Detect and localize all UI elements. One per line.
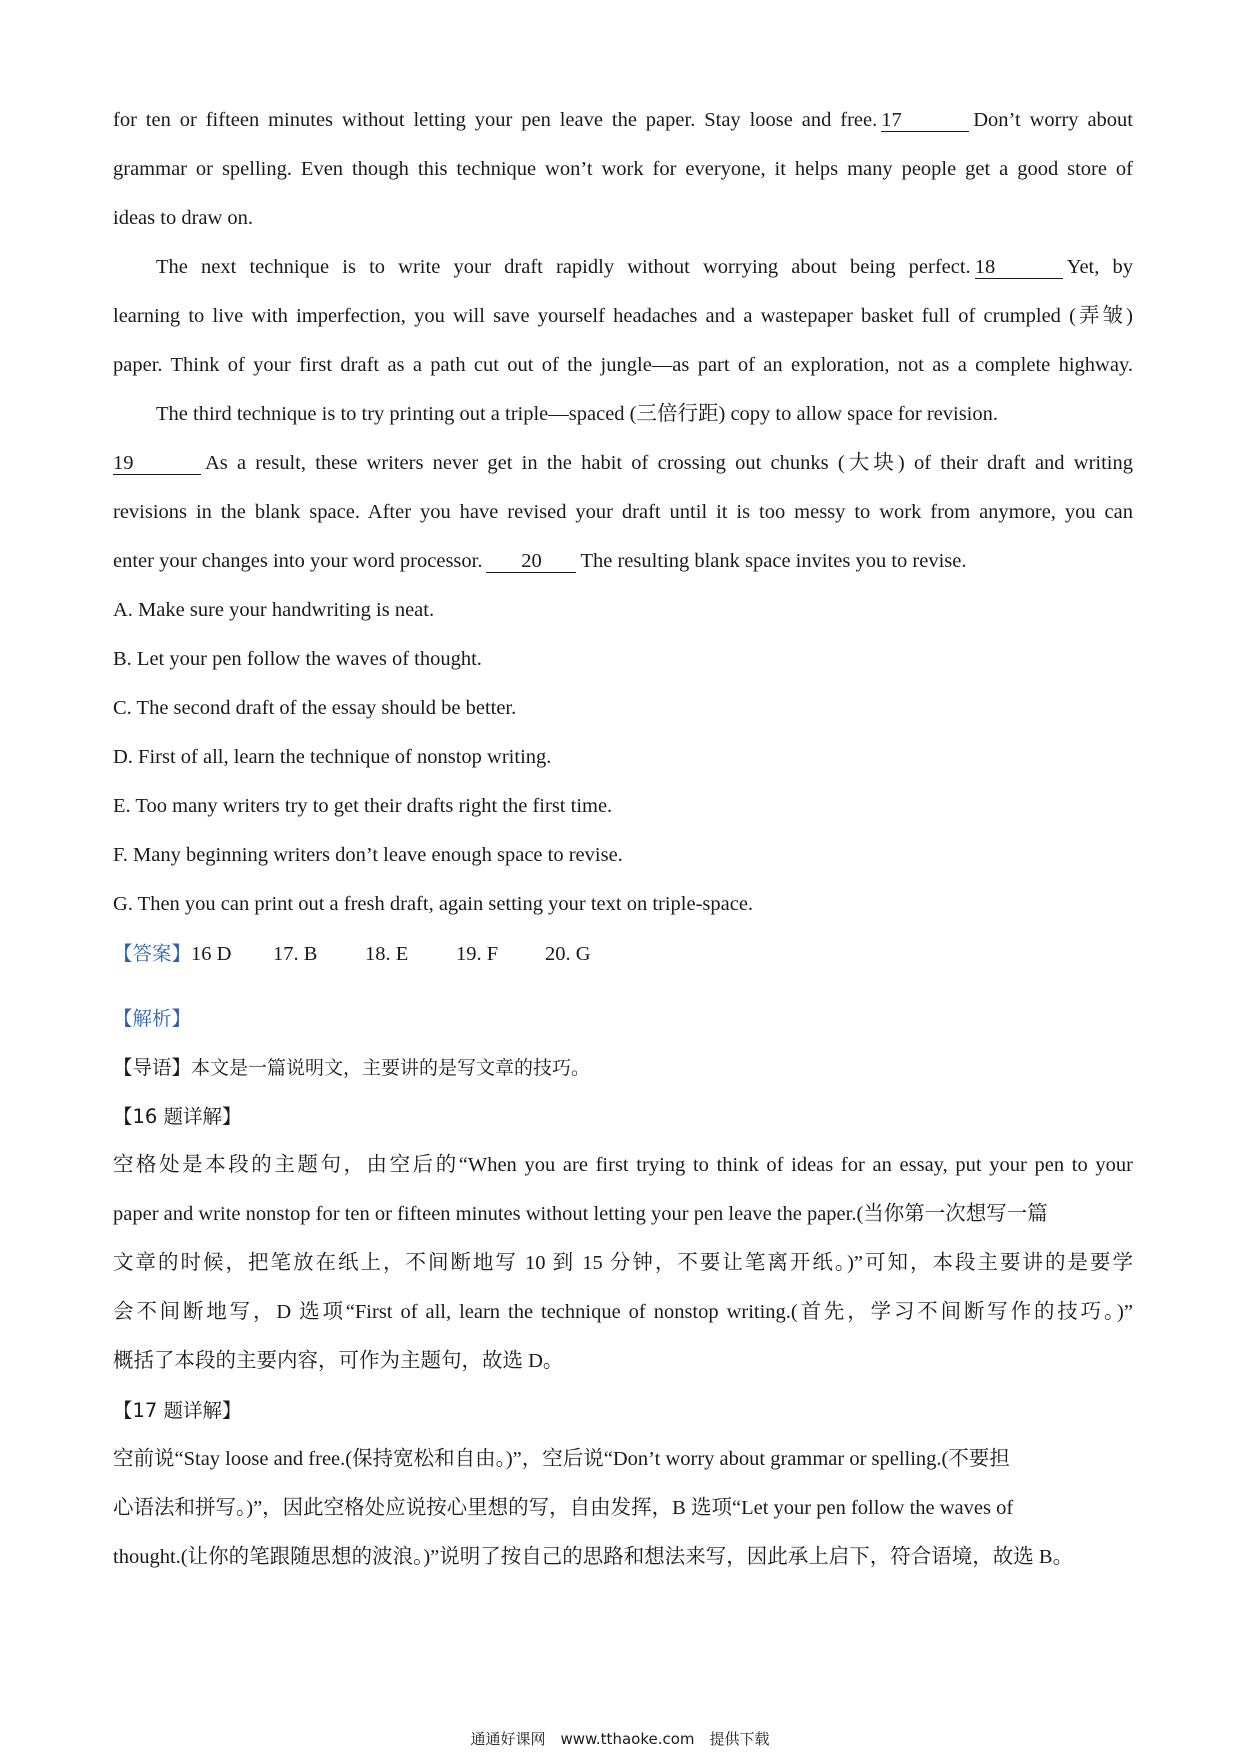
passage-line: 19 As a result, these writers never get in the habit of crossing out chunks (大块) of their draft and writing: [113, 452, 1133, 474]
document-page: [113, 96, 1133, 1582]
q17-explanation-line: 心语法和拼写。)”，因此空格处应说按心里想的写，自由发挥，B 选项“Let your pen follow the waves of: [113, 1497, 1014, 1519]
answer-item: 17. B: [273, 943, 318, 965]
blank-19: 19: [113, 452, 201, 475]
blank-18: 18: [975, 256, 1063, 279]
intro-tag: 【导语】: [113, 1056, 192, 1079]
q17-explanation-line: 空前说“Stay loose and free.(保持宽松和自由。)”，空后说“Don’t worry about grammar or spelling.(不要担: [113, 1448, 1010, 1470]
passage-line: for ten or fifteen minutes without letting your pen leave the paper. Stay loose and free. 17 Don’t worry about: [113, 109, 1133, 131]
option-d: D. First of all, learn the technique of nonstop writing.: [113, 746, 552, 768]
answer-line: [113, 929, 1133, 978]
answer-item: 20. G: [545, 943, 591, 965]
option-a: A. Make sure your handwriting is neat.: [113, 599, 435, 621]
answer-item: 16 D: [191, 943, 232, 965]
q16-explanation-line: 会不间断地写，D 选项“First of all, learn the technique of nonstop writing.(首先，学习不间断写作的技巧。)”: [113, 1301, 1133, 1323]
analysis-tag: 【解析】: [113, 1007, 192, 1030]
passage-line: enter your changes into your word processor. 20 The resulting blank space invites you to revise.: [113, 550, 967, 572]
intro-text: 本文是一篇说明文，主要讲的是写文章的技巧。: [191, 1057, 591, 1079]
q16-explanation-line: 文章的时候，把笔放在纸上，不间断地写 10 到 15 分钟，不要让笔离开纸。)”可知，本段主要讲的是要学: [113, 1252, 1133, 1274]
blank-20: 20: [486, 550, 576, 573]
q16-heading: 【16 题详解】: [113, 1105, 242, 1128]
analysis-heading: [113, 994, 1133, 1043]
option-e: E. Too many writers try to get their drafts right the first time.: [113, 795, 613, 817]
blank-17: 17: [881, 109, 969, 132]
option-f: F. Many beginning writers don’t leave enough space to revise.: [113, 844, 623, 866]
passage-line: revisions in the blank space. After you have revised your draft until it is too messy to work from anymore, you can: [113, 501, 1133, 523]
passage-line: The next technique is to write your draft rapidly without worrying about being perfect. 18 Yet, by: [156, 256, 1134, 278]
passage-line: The third technique is to try printing out a triple—spaced (三倍行距) copy to allow space for revision.: [156, 403, 999, 425]
option-b: B. Let your pen follow the waves of thought.: [113, 648, 482, 670]
intro-line: [113, 1043, 1133, 1092]
answer-item: 19. F: [456, 943, 499, 965]
page-footer: 通通好课网 www.tthaoke.com 提供下载: [470, 1730, 770, 1748]
q17-explanation-line: thought.(让你的笔跟随思想的波浪。)”说明了按自己的思路和想法来写，因此承上启下，符合语境，故选 B。: [113, 1546, 1074, 1568]
passage-line: learning to live with imperfection, you will save yourself headaches and a wastepaper basket full of crumpled (弄皱): [113, 305, 1133, 327]
q16-explanation-line: paper and write nonstop for ten or fifteen minutes without letting your pen leave the paper.(当你第一次想写一篇: [113, 1203, 1048, 1225]
q17-heading: 【17 题详解】: [113, 1399, 242, 1422]
answer-tag: 【答案】: [113, 942, 192, 965]
passage-line: paper. Think of your first draft as a path cut out of the jungle—as part of an exploration, not as a complete highway.: [113, 354, 1133, 376]
passage-line: grammar or spelling. Even though this technique won’t work for everyone, it helps many people get a good store of: [113, 158, 1133, 180]
passage-line: ideas to draw on.: [113, 207, 254, 229]
q16-explanation-line: 空格处是本段的主题句，由空后的“When you are first trying to think of ideas for an essay, put your pen to your: [113, 1154, 1133, 1176]
option-g: G. Then you can print out a fresh draft, again setting your text on triple-space.: [113, 893, 754, 915]
option-c: C. The second draft of the essay should be better.: [113, 697, 517, 719]
answer-item: 18. E: [365, 943, 409, 965]
q16-explanation-line: 概括了本段的主要内容，可作为主题句，故选 D。: [113, 1350, 564, 1372]
